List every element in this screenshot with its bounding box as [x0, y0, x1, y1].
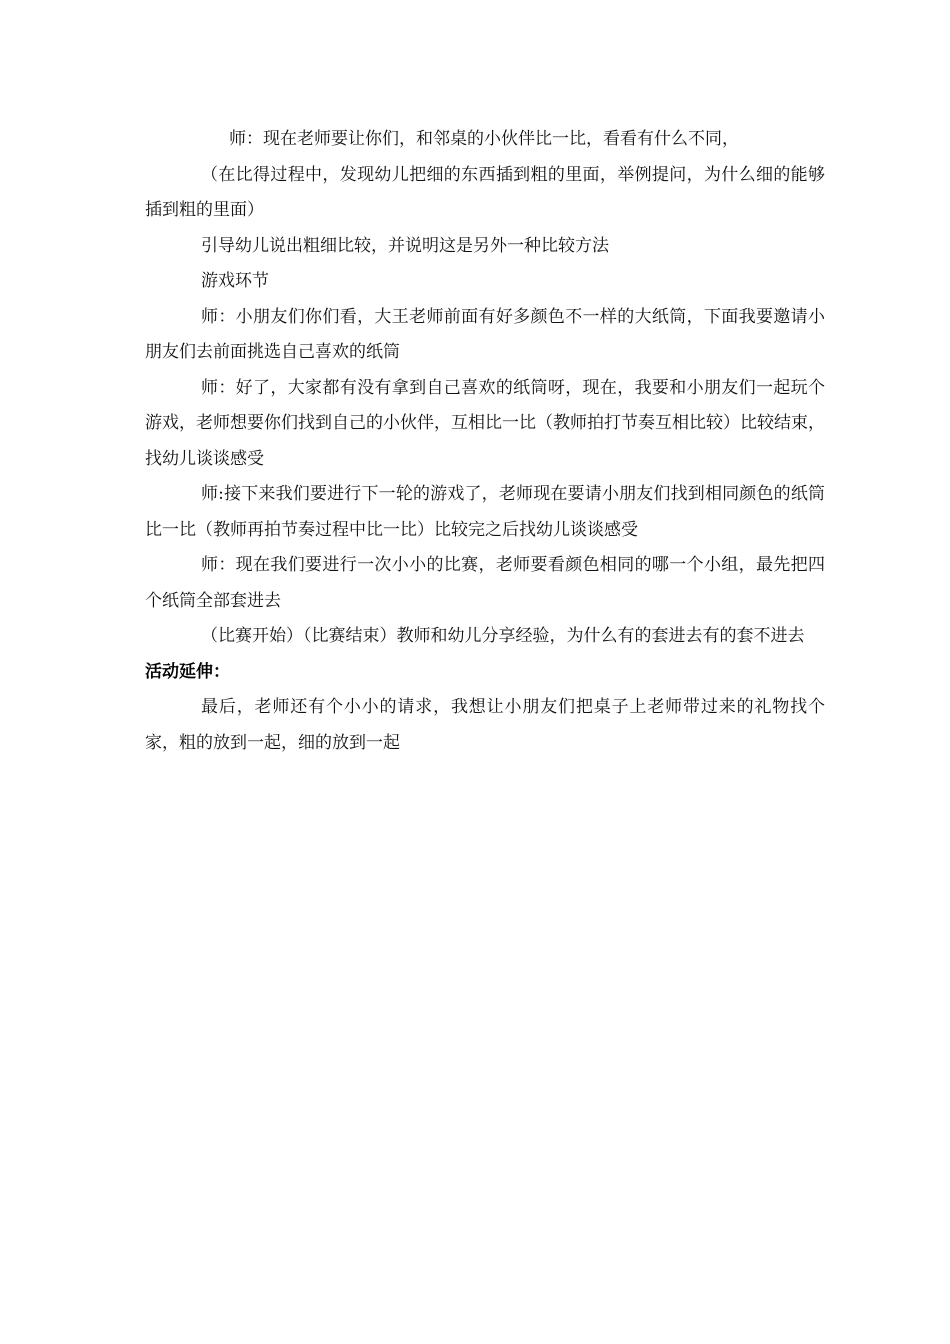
paragraph-competition-summary: （比赛开始）（比赛结束）教师和幼儿分享经验，为什么有的套进去有的套不进去: [201, 626, 805, 646]
paragraph-final-request: 最后，老师还有个小小的请求，我想让小朋友们把桌子上老师带过来的礼物找个家，粗的放到一起，细的放到一起: [145, 697, 825, 753]
paragraph-teacher-choose-tube: 师：小朋友们你们看，大王老师前面有好多颜色不一样的大纸筒，下面我要邀请小朋友们去前面挑选自己喜欢的纸筒: [145, 306, 825, 362]
paragraph-teacher-find-partner: 师：好了，大家都有没有拿到自己喜欢的纸筒呀，现在，我要和小朋友们一起玩个游戏，老师想要你们找到自己的小伙伴，互相比一比（教师拍打节奏互相比较）比较结束，找幼儿谈谈感受: [145, 377, 825, 469]
paragraph-game-section-label: 游戏环节: [201, 271, 269, 291]
paragraph-teacher-same-color: 师:接下来我们要进行下一轮的游戏了，老师现在要请小朋友们找到相同颜色的纸筒比一比（教师再拍节奏过程中比一比）比较完之后找幼儿谈谈感受: [145, 484, 825, 540]
paragraph-guide-thickness-comparison: 引导幼儿说出粗细比较，并说明这是另外一种比较方法: [201, 235, 609, 256]
paragraph-teacher-competition: 师：现在我们要进行一次小小的比赛，老师要看颜色相同的哪一个小组，最先把四个纸筒全部套进去: [145, 555, 825, 611]
document-body: [145, 122, 825, 761]
paragraph-teacher-compare-neighbor: 师：现在老师要让你们，和邻桌的小伙伴比一比，看看有什么不同，: [229, 129, 739, 149]
section-heading-extension: 活动延伸：: [145, 661, 230, 682]
paragraph-thin-into-thick-note: （在比得过程中，发现幼儿把细的东西插到粗的里面，举例提问，为什么细的能够插到粗的里面）: [145, 164, 825, 220]
